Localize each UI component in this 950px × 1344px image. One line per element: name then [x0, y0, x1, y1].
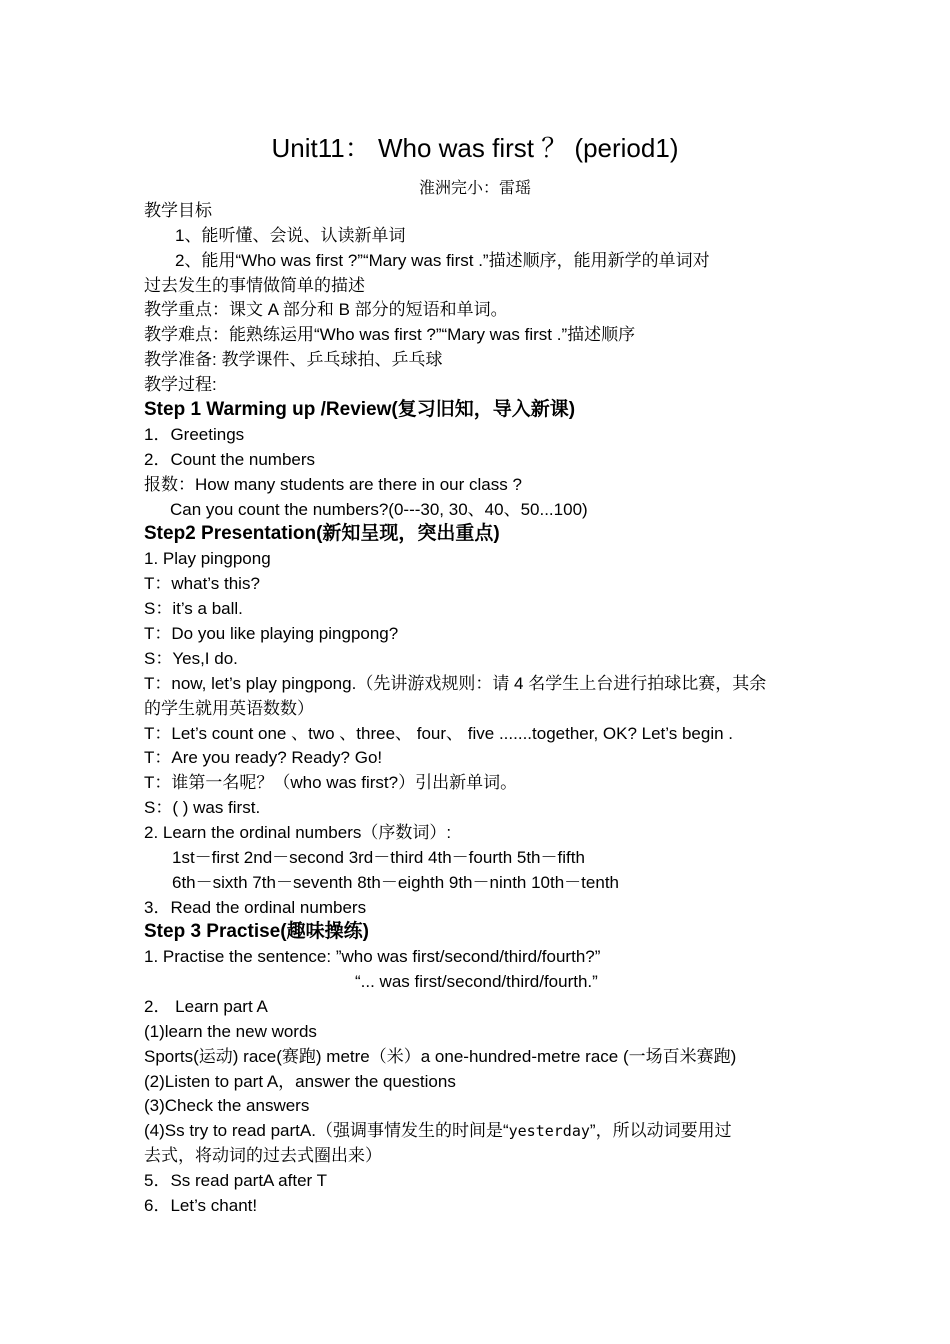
dialogue-line: T：Let’s count one 、two 、three、 four、 five .......together, OK? Let’s begin .: [144, 724, 734, 743]
objective-line: 2、能用“Who was first ?”“Mary was first .”描述顺序，能用新学的单词对: [175, 251, 710, 270]
dialogue-line: S：it’s a ball.: [144, 599, 243, 618]
preparation-line: 教学准备: 教学课件、乒乓球拍、乒乓球: [144, 350, 443, 369]
section-heading-objectives: 教学目标: [144, 201, 212, 220]
text-line: 报数：How many students are there in our class ?: [144, 475, 522, 494]
text-line: 去式，将动词的过去式圈出来）: [144, 1146, 382, 1165]
dialogue-line: T：now, let’s play pingpong.（先讲游戏规则：请 4 名学生上台进行拍球比赛，其余: [144, 674, 767, 693]
list-item: (2)Listen to part A，answer the questions: [144, 1072, 456, 1091]
dialogue-line: T：谁第一名呢？（who was first?）引出新单词。: [144, 773, 518, 792]
text-span: (4)Ss try to read partA.（强调事情发生的时间是“: [144, 1121, 509, 1140]
list-item: 2. Learn the ordinal numbers（序数词）:: [144, 823, 452, 842]
step-heading: Step 3 Practise(趣味操练): [144, 921, 369, 942]
difficulties-line: 教学难点：能熟练运用“Who was first ?”“Mary was first .”描述顺序: [144, 325, 636, 344]
step-heading: Step 1 Warming up /Review(复习旧知，导入新课): [144, 399, 576, 420]
objective-line: 1、能听懂、会说、认读新单词: [175, 226, 406, 245]
process-heading: 教学过程:: [144, 375, 217, 394]
objective-line: 过去发生的事情做简单的描述: [144, 276, 365, 295]
text-line: “... was first/second/third/fourth.”: [355, 972, 598, 991]
list-item: [144, 1119, 732, 1143]
text-span: ”，所以动词要用过: [589, 1121, 732, 1140]
dialogue-line: T：Are you ready? Ready? Go!: [144, 748, 383, 767]
dialogue-line: T：what’s this?: [144, 574, 260, 593]
author-line: 淮洲完小：雷瑶: [418, 178, 531, 197]
vocabulary-line: Sports(运动) race(赛跑) metre（米）a one-hundred-metre race (一场百米赛跑): [144, 1047, 737, 1066]
list-item: 1. Practise the sentence: ”who was first/second/third/fourth?”: [144, 947, 601, 966]
ordinal-numbers-line: 1st－first 2nd－second 3rd－third 4th－fourth 5th－fifth: [172, 848, 585, 867]
text-line: Can you count the numbers?(0---30, 30、40、50...100): [170, 500, 588, 519]
ordinal-numbers-line: 6th－sixth 7th－seventh 8th－eighth 9th－ninth 10th－tenth: [172, 873, 619, 892]
code-span: yesterday: [508, 1122, 590, 1140]
list-item: 3．Read the ordinal numbers: [144, 898, 367, 917]
list-item: 1. Play pingpong: [144, 549, 271, 568]
dialogue-line: S：( ) was first.: [144, 798, 261, 817]
page-title: Unit11： Who was first ？ (period1): [271, 133, 679, 163]
dialogue-line: 的学生就用英语数数）: [144, 699, 314, 718]
dialogue-line: T：Do you like playing pingpong?: [144, 624, 399, 643]
list-item: 6．Let’s chant!: [144, 1196, 258, 1215]
dialogue-line: S：Yes,I do.: [144, 649, 238, 668]
list-item: 2．Count the numbers: [144, 450, 316, 469]
list-item: (1)learn the new words: [144, 1022, 317, 1041]
list-item: 5．Ss read partA after T: [144, 1171, 327, 1190]
key-points-line: 教学重点：课文 A 部分和 B 部分的短语和单词。: [144, 300, 508, 319]
list-item: 1．Greetings: [144, 425, 245, 444]
list-item: (3)Check the answers: [144, 1096, 310, 1115]
list-item: 2． Learn part A: [144, 997, 268, 1016]
step-heading: Step2 Presentation(新知呈现，突出重点): [144, 523, 500, 544]
